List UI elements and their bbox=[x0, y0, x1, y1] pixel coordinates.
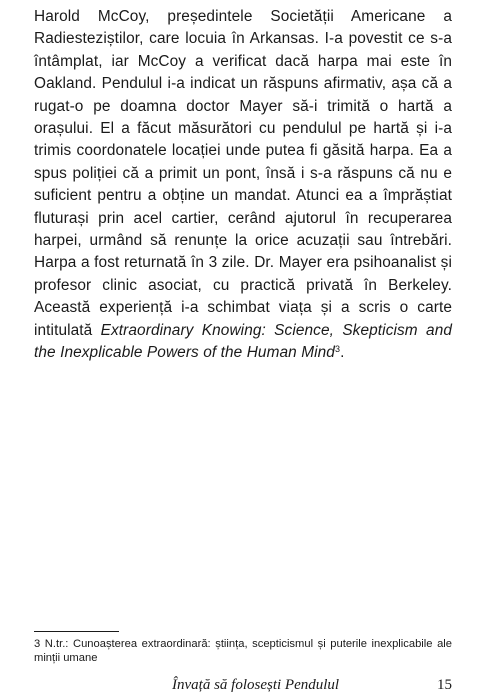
paragraph-text: Harold McCoy, președintele Societății Americane a Radiesteziștilor, care locuia în Arkansas. I-a povestit ce s-a întâmplat, iar McCoy a verificat dacă harpa mai este în Oakland. Pendulul i-a indicat un răspuns afirmativ, așa că a rugat-o pe doamna doctor Mayer să-i trimită o hartă a orașului. El a făcut măsurători cu pendulul pe hartă și i-a trimis coordonatele locației unde putea fi găsită harpa. Ea a spus poliției că a primit un pont, însă i s-a răspuns că nu e suficient pentru a obține un mandat. Atunci ea a împrăștiat fluturași prin acel cartier, cerând ajutorul în recuperarea harpei, urmând să renunțe la orice acuzații sau întrebări. Harpa a fost returnată în 3 zile. Dr. Mayer era psihoanalist și profesor clinic asociat, cu practică privată în Berkeley. Această experiență i-a schimbat viața și a scris o carte intitulată bbox=[34, 8, 452, 339]
page-footer bbox=[34, 674, 452, 696]
page-number: 15 bbox=[437, 677, 452, 693]
sentence-end: . bbox=[340, 344, 345, 362]
running-title: Învață să folosești Pendulul bbox=[172, 677, 340, 693]
footnote: 3 N.tr.: Cunoașterea extraordinară: știința, scepticismul și puterile inexplicabile ale minții umane bbox=[34, 638, 452, 664]
footnote-divider bbox=[34, 631, 119, 632]
body-paragraph bbox=[34, 6, 452, 365]
book-title: Extraordinary Knowing: Science, Skepticism and the Inexplicable Powers of the Human Mind bbox=[34, 321, 453, 362]
footnote-reference: 3 bbox=[334, 344, 341, 355]
